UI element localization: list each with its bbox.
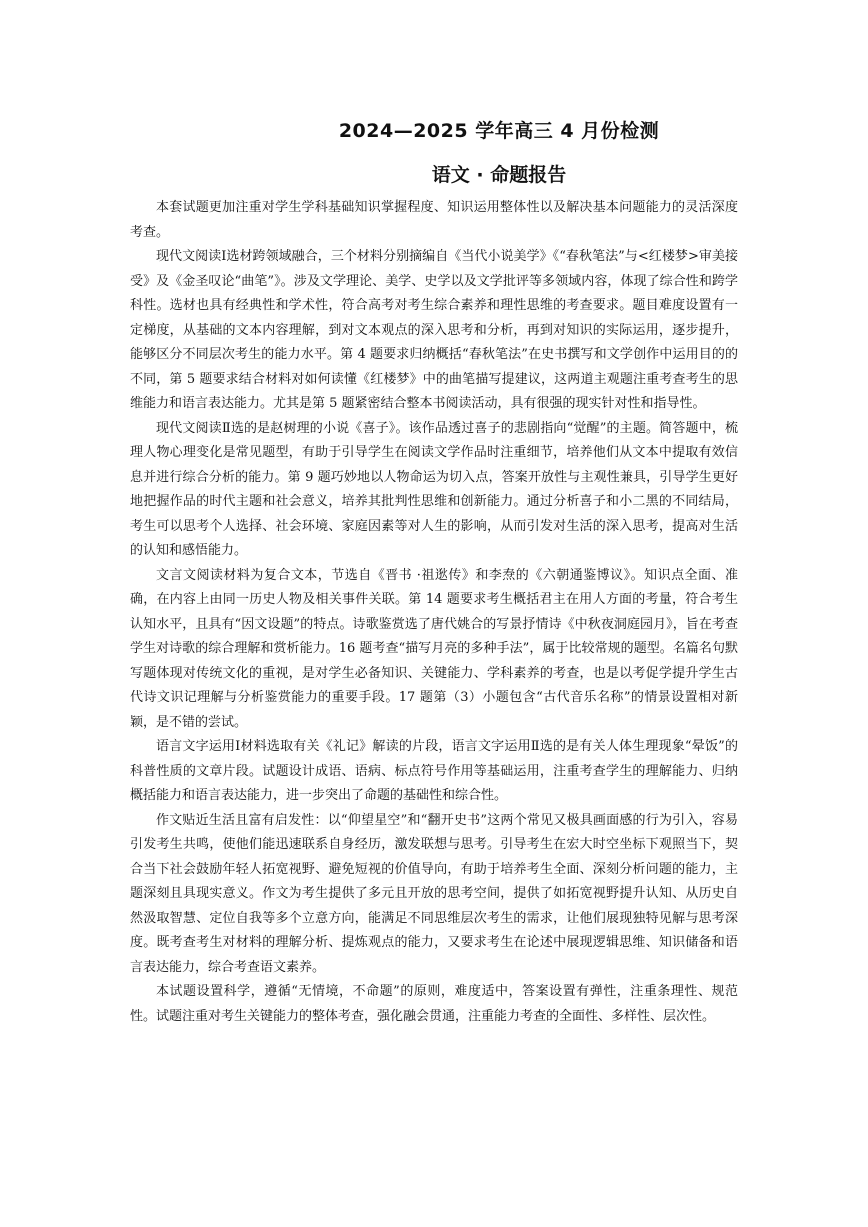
document-title: 2024—2025 学年高三 4 月份检测 bbox=[338, 120, 660, 142]
paragraph-summary: 本试题设置科学，遵循“无情境，不命题”的原则，难度适中，答案设置有弹性，注重条理性、规范性。试题注重对考生关键能力的整体考查，强化融会贯通，注重能力考查的全面性、多样性、层次性。 bbox=[130, 984, 738, 1024]
document-body bbox=[130, 196, 738, 1029]
document-subtitle: 语文 · 命题报告 bbox=[431, 164, 567, 186]
paragraph-intro: 本套试题更加注重对学生学科基础知识掌握程度、知识运用整体性以及解决基本问题能力的灵活深度考查。 bbox=[130, 200, 738, 240]
paragraph-modern-reading-1: 现代文阅读Ⅰ选材跨领域融合，三个材料分别摘编自《当代小说美学》《“春秋笔法”与<红楼梦>审美接受》及《金圣叹论“曲笔”》。涉及文学理论、美学、史学以及文学批评等多领域内容，体现了综合性和跨学科性。选材也具有经典性和学术性，符合高考对考生综合素养和理性思维的考查要求。题目难度设置有一定梯度，从基础的文本内容理解，到对文本观点的深入思考和分析，再到对知识的实际运用，逐步提升，能够区分不同层次考生的能力水平。第 4 题要求归纳概括“春秋笔法”在史书撰写和文学创作中运用目的的不同，第 5 题要求结合材料对如何读懂《红楼梦》中的曲笔描写提建议，这两道主观题注重考查考生的思维能力和语言表达能力。尤其是第 5 题紧密结合整本书阅读活动，具有很强的现实针对性和指导性。 bbox=[130, 249, 738, 411]
paragraph-classical-reading: 文言文阅读材料为复合文本，节选自《晋书 ·祖逖传》和李焘的《六朝通鉴博议》。知识点全面、准确，在内容上由同一历史人物及相关事件关联。第 14 题要求考生概括君主在用人方面的考量，符合考生认知水平，且具有“因文设题”的特点。诗歌鉴赏选了唐代姚合的写景抒情诗《中秋夜洞庭园月》，旨在考查学生对诗歌的综合理解和赏析能力。16 题考查“描写月亮的多种手法”，属于比较常规的题型。名篇名句默写题体现对传统文化的重视，是对学生必备知识、关键能力、学科素养的考查，也是以考促学提升学生古代诗文识记理解与分析鉴赏能力的重要手段。17 题第（3）小题包含“古代音乐名称”的情景设置相对新颖，是不错的尝试。 bbox=[130, 567, 738, 730]
paragraph-language-use: 语言文字运用Ⅰ材料选取有关《礼记》解读的片段，语言文字运用Ⅱ选的是有关人体生理现象“晕饭”的科普性质的文章片段。试题设计成语、语病、标点符号作用等基础运用，注重考查学生的理解能力、归纳概括能力和语言表达能力，进一步突出了命题的基础性和综合性。 bbox=[130, 739, 738, 803]
paragraph-modern-reading-2: 现代文阅读Ⅱ选的是赵树理的小说《喜子》。该作品透过喜子的悲剧指向“觉醒”的主题。简答题中，梳理人物心理变化是常见题型，有助于引导学生在阅读文学作品时注重细节，培养他们从文本中提取有效信息并进行综合分析的能力。第 9 题巧妙地以人物命运为切入点，答案开放性与主观性兼具，引导学生更好地把握作品的时代主题和社会意义，培养其批判性思维和创新能力。通过分析喜子和小二黑的不同结局，考生可以思考个人选择、社会环境、家庭因素等对人生的影响，从而引发对生活的深入思考，提高对生活的认知和感悟能力。 bbox=[130, 420, 738, 558]
paragraph-composition: 作文贴近生活且富有启发性：以“仰望星空”和“翻开史书”这两个常见又极具画面感的行为引入，容易引发考生共鸣，使他们能迅速联系自身经历，激发联想与思考。引导考生在宏大时空坐标下观照当下，契合当下社会鼓励年轻人拓宽视野、避免短视的价值导向，有助于培养考生全面、深刻分析问题的能力，主题深刻且具现实意义。作文为考生提供了多元且开放的思考空间，提供了如拓宽视野提升认知、从历史自然汲取智慧、定位自我等多个立意方向，能满足不同思维层次考生的需求，让他们展现独特见解与思考深度。既考查考生对材料的理解分析、提炼观点的能力，又要求考生在论述中展现逻辑思维、知识储备和语言表达能力，综合考查语文素养。 bbox=[130, 812, 738, 975]
